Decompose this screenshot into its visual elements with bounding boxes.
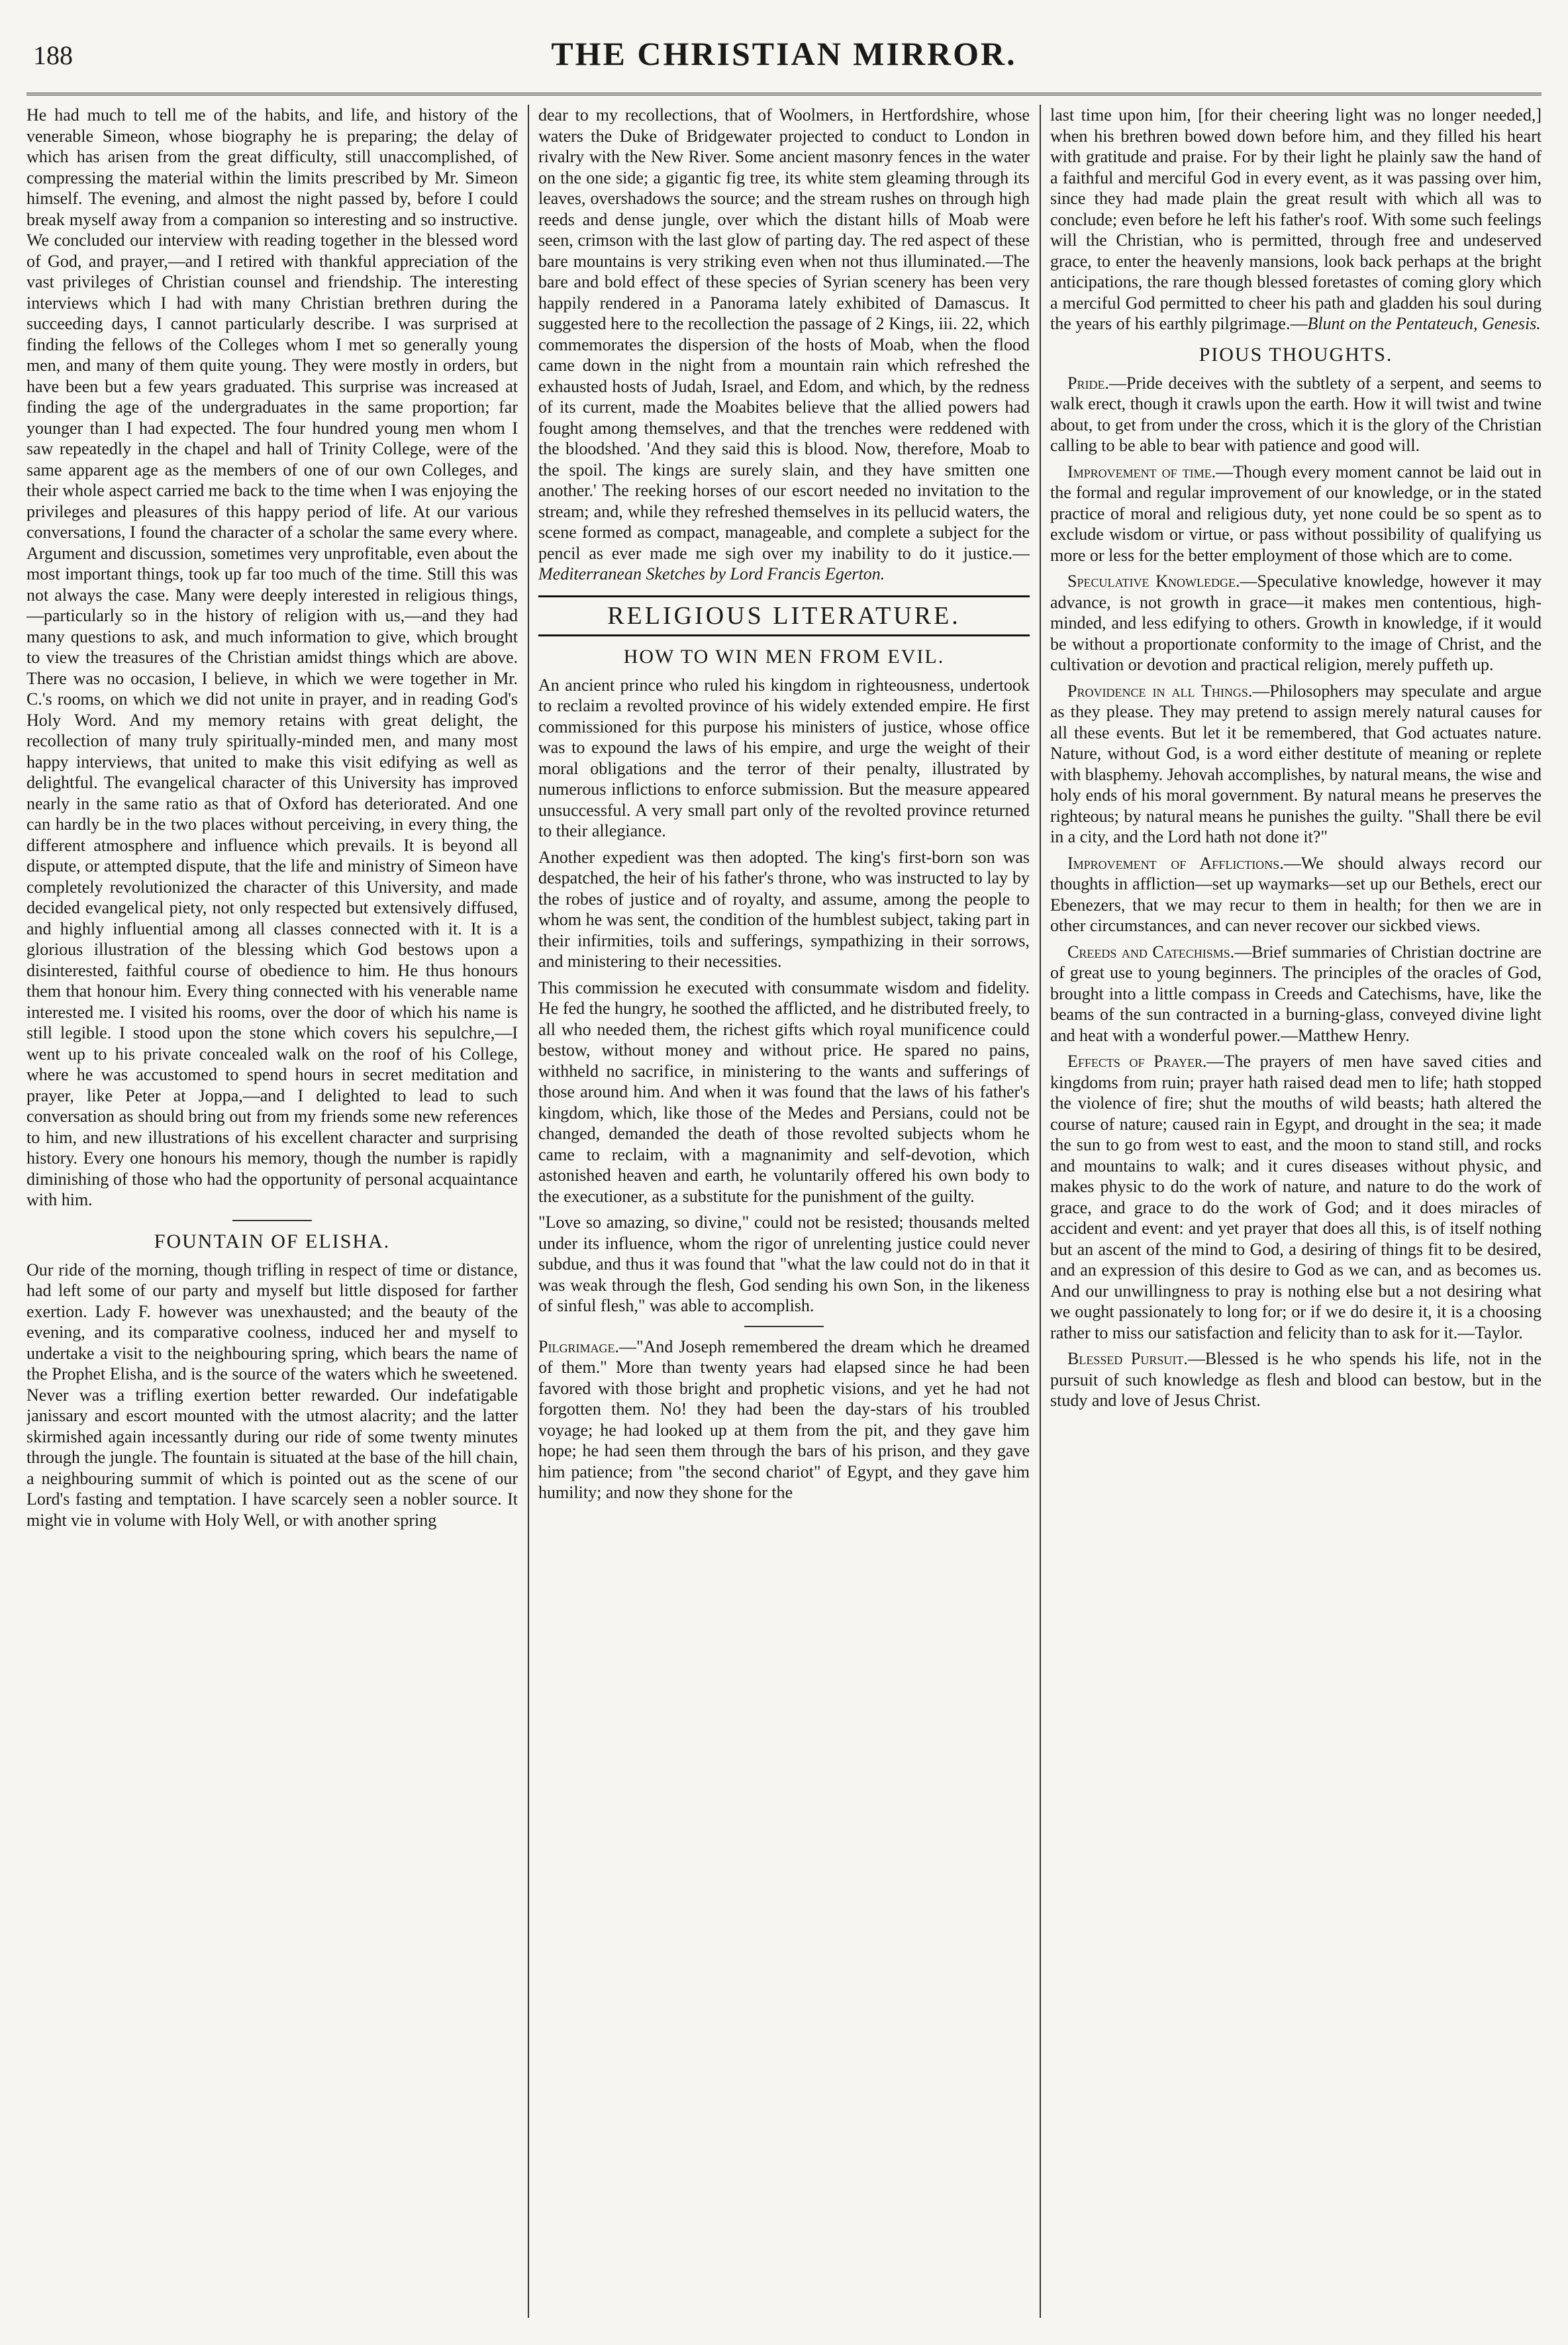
paragraph-text: —We should always record our thoughts in affliction—set up waymarks—set up our Bethels, erect our Ebenezers, that we may recur to them in health; for then we are in other circumstances, and can never recover our sickbed views.: [1050, 853, 1542, 935]
column-3: [1050, 105, 1542, 2318]
thought-item: [1050, 462, 1542, 566]
article-paragraph: An ancient prince who ruled his kingdom in righteousness, undertook to reclaim a revolted province of his widely extended empire. He first commissioned for this purpose his ministers of justice, whose office was to expound the laws of his empire, and urge the weight of their moral obligations and the terror of their penalty, illustrated by numerous inflictions to enforce submission. But the measure appeared unsuccessful. A very small part only of the revolted province returned to their allegiance.: [538, 675, 1030, 840]
newspaper-page: [26, 26, 1542, 2318]
article-paragraph: Another expedient was then adopted. The king's first-born son was despatched, the heir of his father's throne, who was instructed to lay by the robes of justice and of royalty, and assume, among the people to whom he was sent, the condition of the humblest subject, taking part in their infirmities, toils and sufferings, sympathizing in their sorrows, and ministering to their necessities.: [538, 847, 1030, 971]
masthead: [26, 26, 1542, 95]
thought-item: [1050, 1051, 1542, 1343]
section-banner: RELIGIOUS LITERATURE.: [538, 595, 1030, 636]
paragraph-text: —Philosophers may speculate and argue as they please. They may pretend to assign merely natural causes for all these events. But let it be remembered, that God actuates nature. Nature, without God, is a word either destitute of meaning or replete with blasphemy. Jehovah accomplishes, by natural means, the wise and holy ends of his moral government. By natural means he preserves the righteous; by natural means he punishes the guilty. "Shall there be evil in a city, and the Lord hath not done it?": [1050, 681, 1542, 846]
run-in-heading: Improvement of Afflictions.: [1067, 853, 1284, 873]
column-rule: [1040, 105, 1041, 2318]
paragraph-text: —Though every moment cannot be laid out in the formal and regular improvement of our knowledge, or in the stated practice of moral and religious duty, yet none could be so spent as to exclude wisdom or virtue, or pass without possibility of qualifying us more or less for the better employment of those which are to come.: [1050, 462, 1542, 565]
columns: [26, 105, 1542, 2318]
article-paragraph: [1050, 105, 1542, 334]
thought-item: [1050, 853, 1542, 936]
article-heading: HOW TO WIN MEN FROM EVIL.: [623, 645, 945, 668]
paragraph-text: —Brief summaries of Christian doctrine are of great use to young beginners. The principles of the oracles of God, brought into a little compass in Creeds and Catechisms, have, like the beams of the sun contracted in a burning-glass, conveyed divine light and heat with a wonderful power.—Matthew Henry.: [1050, 942, 1542, 1045]
thought-item: [1050, 942, 1542, 1046]
separator: [232, 1220, 312, 1221]
article-heading: FOUNTAIN OF ELISHA.: [154, 1230, 391, 1252]
run-in-heading: Pilgrimage.: [538, 1336, 619, 1356]
paragraph-text: —"And Joseph remembered the dream which he dreamed of them." More than twenty years had elapsed since he had been favored with those bright and prophetic visions, and yet he had not forgotten them. No! they had been the day-stars of his troubled voyage; he had looked up at them from the pit, and they gave him hope; he had seen them through the bars of his prison, and they gave him patience; from "the second chariot" of Egypt, and they gave him humility; and now they shone for the: [538, 1336, 1030, 1502]
paragraph-text: —The prayers of men have saved cities and kingdoms from ruin; prayer hath raised dead men to life; hath stopped the violence of fire; shut the mouths of wild beasts; hath altered the course of nature; caused rain in Egypt, and drought in the sea; it made the sun to go from west to east, and the moon to stand still, and rocks and mountains to walk; and it cures diseases without physic, and makes physic to do the work of nature, and nature to do the work of grace, and grace to do the work of God; and it does miracles of accident and event: and yet prayer that does all this, is of itself nothing but an ascent of the mind to God, a desiring of things fit to be desired, and an expression of this desire to God as we can, and as becomes us. And our unwillingness to pray is nothing else but a not desiring what we ought passionately to long for; or if we do desire it, it is a choosing rather to miss our satisfaction and felicity than to ask for it.—Taylor.: [1050, 1052, 1542, 1342]
column-1: [26, 105, 518, 2318]
run-in-heading: Improvement of time.: [1067, 462, 1216, 481]
article-paragraph: [538, 105, 1030, 585]
separator: [744, 1326, 824, 1327]
article-paragraph: He had much to tell me of the habits, and life, and history of the venerable Simeon, whose biography he is preparing; the delay of which has arisen from the great difficulty, still unaccomplished, of compressing the material within the limits prescribed by Mr. Simeon himself. The evening, and almost the night passed by, before I could break myself away from a companion so interesting and so instructive. We concluded our interview with reading together in the blessed word of God, and prayer,—and I retired with thankful appreciation of the vast privileges of Christian counsel and friendship. The interesting interviews which I had with many Christian brethren during the succeeding days, I cannot particularly describe. I was surprised at finding the fellows of the Colleges whom I met so generally young men, and many of them quite young. They were mostly in orders, but have been but a few years graduated. This surprise was increased at finding the age of the undergraduates in the same proportion; far younger than I had expected. The four hundred young men whom I saw repeatedly in the chapel and hall of Trinity College, were of the same apparent age as the members of one of our own Colleges, and their whole aspect carried me back to the time when I was enjoying the privileges and pleasures of this happy period of life. At our various conversations, I found the character of a scholar the same every where. Argument and discussion, sometimes very unprofitable, even about the most important things, took up far too much of the time. Still this was not always the case. Many were deeply interested in religious things,—particularly so in the history of religion with us,—and they had many questions to ask, and much information to give, which brought to view the treasures of the Christian amidst things which are above. There was no occasion, I believe, in which we were together in Mr. C.'s rooms, on which we did not unite in prayer, and in reading God's Holy Word. And my memory retains with great delight, the recollection of many truly spiritually-minded men, and many most happy interviews, that united to make this visit edifying as well as delightful. The evangelical character of this University has improved nearly in the same ratio as that of Oxford has deteriorated. And one can hardly be in the two places without perceiving, in every thing, the different atmosphere and influence which prevails. It is beyond all dispute, or attempted dispute, that the life and ministry of Simeon have completely revolutionized the character of this University, and made decided evangelical piety, not only respected but extensively diffused, and highly influential among all classes connected with it. It is a glorious illustration of the blessing which God bestows upon a disinterested, faithful course of obedience to him. He thus honours them that honour him. Every thing connected with his venerable name interested me. I visited his rooms, over the door of which his name is still legible. I stood upon the stone which covers his sepulchre,—I went up to his private concealed walk on the roof of his College, where he was accustomed to spend hours in secret meditation and prayer, like Peter at Joppa,—and I delighted to lead to such conversation as should bring out from my friends some new references to him, and new illustrations of his excellent character and surprising history. Every one honours his memory, though the number is rapidly diminishing of those who had the opportunity of personal acquaintance with him.: [26, 105, 518, 1209]
thought-item: [1050, 1348, 1542, 1411]
paragraph-text: —Blessed is he who spends his life, not in the pursuit of such knowledge as flesh and blood can bestow, but in the study and love of Jesus Christ.: [1050, 1349, 1542, 1410]
source-citation: Mediterranean Sketches by Lord Francis Egerton.: [538, 564, 885, 583]
run-in-heading: Speculative Knowledge.: [1067, 572, 1240, 591]
run-in-heading: Blessed Pursuit.: [1067, 1349, 1188, 1368]
run-in-heading: Creeds and Catechisms.: [1067, 942, 1235, 962]
article-paragraph: This commission he executed with consummate wisdom and fidelity. He fed the hungry, he soothed the afflicted, and he distributed freely, to all who needed them, the richest gifts which royal munificence could bestow, without money and without price. He spared no pains, withheld no sacrifice, in ministering to the wants and sufferings of those around him. And when it was found that the laws of his father's kingdom, which, like those of the Medes and Persians, could not be changed, demanded the death of those revolted subjects whom he came to reclaim, with a magnanimity and self-devotion, which astonished heaven and earth, he voluntarily offered his own body to the executioner, as a substitute for the punishment of the guilty.: [538, 977, 1030, 1206]
thought-item: [1050, 373, 1542, 456]
paragraph-text: —Speculative knowledge, however it may advance, is not growth in grace—it makes men contentious, high-minded, and less edifying to others. Growth in knowledge, if it would be without a proportionate conformity to the image of Christ, and the cultivation or devotion and practical religion, merely puffeth up.: [1050, 572, 1542, 674]
column-2: [538, 105, 1030, 2318]
thought-item: [1050, 681, 1542, 848]
run-in-heading: Providence in all Things.: [1067, 681, 1253, 701]
article-paragraph: "Love so amazing, so divine," could not be resisted; thousands melted under its influence, whom the rigor of unrelenting justice could never subdue, and thus it was found that "what the law could not do in that it was weak through the flesh, God sending his own Son, in the likeness of sinful flesh," was able to accomplish.: [538, 1213, 1030, 1315]
article-heading: PIOUS THOUGHTS.: [1199, 343, 1393, 366]
paragraph-text: last time upon him, [for their cheering light was no longer needed,] when his brethren bowed down before him, and they filled his heart with gratitude and praise. For by their light he plainly saw the hand of a faithful and merciful God in every event, as it was passing over him, since they had made plain the great result with which all was to conclude; even before he left his father's roof. With some such feelings will the Christian, who is permitted, through free and undeserved grace, to enter the heavenly mansions, look back perhaps at the bright anticipations, the rare though blessed foretastes of coming glory which a merciful God permitted to cheer his path and gladden his soul during the years of his earthly pilgrimage.—: [1050, 105, 1542, 333]
page-number: 188: [33, 40, 73, 70]
paragraph-text: —Pride deceives with the subtlety of a serpent, and seems to walk erect, though it crawls upon the earth. How it will twist and twine about, to get from under the cross, which it is the glory of the Christian calling to be able to bear with patience and good will.: [1050, 373, 1542, 455]
journal-title: THE CHRISTIAN MIRROR.: [551, 35, 1017, 72]
paragraph-text: dear to my recollections, that of Woolmers, in Hertfordshire, whose waters the Duke of Bridgewater projected to conduct to London in rivalry with the New River. Some ancient masonry fences in the water on the one side; a gigantic fig tree, its white stem gleaming through its leaves, overshadows the source; and the stream rushes on through high reeds and dense jungle, over which the distant hills of Moab were seen, crimson with the last glow of parting day. The red aspect of these bare mountains is very striking even when not thus illuminated.—The bare and bold effect of these species of Syrian scenery has been very happily rendered in a Panorama lately exhibited of Damascus. It suggested here to the recollection the passage of 2 Kings, iii. 22, which commemorates the dispersion of the hosts of Moab, when the flood came down in the night from a mountain rain which refreshed the exhausted hosts of Judah, Israel, and Edom, and which, by the redness of its current, made the Moabites believe that the allied powers had fought among themselves, and that the trenches were reddened with the bloodshed. 'And they said this is blood. Now, therefore, Moab to the spoil. The kings are surely slain, and they have smitten one another.' The reeking horses of our escort needed no invitation to the stream; and, while they refreshed themselves in its pellucid waters, the scene formed as compact, manageable, and complete a subject for the pencil as ever made me sigh over my inability to do it justice.—: [538, 105, 1030, 563]
source-citation: Blunt on the Pentateuch, Genesis.: [1307, 314, 1541, 333]
article-paragraph: [538, 1336, 1030, 1503]
thought-item: [1050, 571, 1542, 675]
run-in-heading: Pride.: [1067, 373, 1109, 393]
article-paragraph: Our ride of the morning, though trifling in respect of time or distance, had left some of our party and myself but little disposed for farther exertion. Lady F. however was unexhausted; and the beauty of the evening, and its comparative coolness, induced her and myself to undertake a visit to the neighbouring spring, which bears the name of the Prophet Elisha, and is the source of the waters which he sweetened. Never was a trifling exertion better rewarded. Our indefatigable janissary and escort mounted with the utmost alacrity; and the latter skirmished again incessantly during our ride of some twenty minutes through the jungle. The fountain is situated at the base of the hill chain, a neighbouring summit of which is pointed out as the scene of our Lord's fasting and temptation. I have scarcely seen a nobler source. It might vie in volume with Holy Well, or with another spring: [26, 1260, 518, 1530]
run-in-heading: Effects of Prayer.: [1067, 1052, 1207, 1071]
column-rule: [528, 105, 529, 2318]
